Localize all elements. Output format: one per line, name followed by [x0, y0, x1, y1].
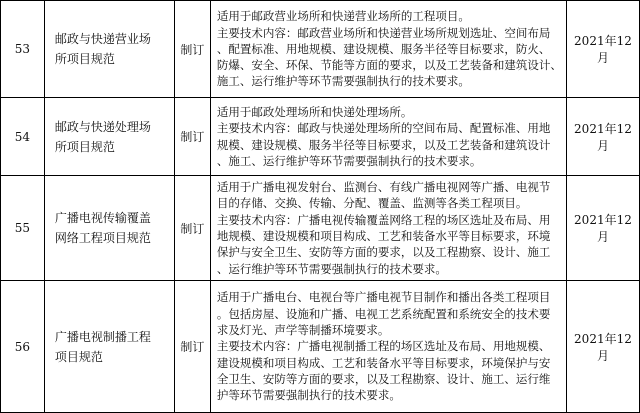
project-name-line: 邮政与快递处理场: [54, 119, 151, 134]
work-type: 制订: [174, 281, 210, 413]
table-row: [1, 281, 640, 413]
row-number: 53: [1, 1, 45, 98]
content-line: 建设规模和项目构成、工艺和装备水平等目标要求，环境保护与安: [216, 355, 551, 370]
content-line: 全卫生、安防等方面的要求，以及工程勘察、设计、施工、运行维: [216, 371, 551, 386]
project-name-line: 所项目规范: [54, 52, 115, 66]
row-number: 56: [1, 281, 45, 413]
table-row: [1, 98, 640, 176]
work-type: 制订: [174, 1, 210, 98]
table-row: [1, 1, 640, 98]
project-name-line: 邮政与快递营业场: [54, 32, 151, 46]
completion-date: 2021年12月: [566, 1, 639, 98]
content-description: [210, 1, 566, 98]
content-line: 适用于邮政处理场所和快递处理场所。: [216, 104, 413, 119]
work-type: 制订: [174, 176, 210, 281]
content-line: 适用于广播电视发射台、监测台、有线广播电视网等广播、电视节: [216, 180, 551, 195]
completion-date: 2021年12月: [566, 176, 639, 281]
project-name: [44, 176, 174, 281]
content-line: 保护与安全卫生、安防等方面的要求，以及工程勘察、设计、施工: [216, 245, 551, 260]
content-line: 规模、建设规模、服务半径等目标要求，以及工艺装备和建筑设计: [216, 137, 551, 152]
project-name-line: 所项目规范: [54, 139, 115, 154]
project-name: [44, 281, 174, 413]
content-line: 、运行维护等环节需要强制执行的技术要求。: [216, 261, 447, 276]
content-line: 地规模、建设规模和项目构成、工艺和装备水平等目标要求，环境: [216, 229, 551, 243]
content-line: 适用于广播电台、电视台等广播电视节目制作和播出各类工程项目: [216, 290, 551, 305]
project-name: [44, 1, 174, 98]
row-number: 54: [1, 98, 45, 176]
content-line: 主要技术内容：邮政营业场所和快递营业场所规划选址、空间布局: [216, 25, 551, 40]
project-name-line: 广播电视传输覆盖: [54, 211, 151, 225]
content-line: 主要技术内容：广播电视传输覆盖网络工程的场区选址及布局、用: [216, 212, 551, 227]
project-name-line: 项目规范: [54, 349, 103, 364]
work-type: 制订: [174, 98, 210, 176]
completion-date: 2021年12月: [566, 281, 639, 413]
content-line: 。包括房屋、设施和广播、电视工艺系统配置和系统安全的技术要: [216, 306, 551, 321]
content-line: 适用于邮政营业场所和快递营业场所的工程项目。: [216, 9, 470, 24]
content-description: [210, 281, 566, 413]
content-line: 、配置标准、用地规模、建设规模、服务半径等目标要求，防火、: [216, 41, 551, 56]
content-line: 目的存储、交换、传输、分配、覆盖、监测等各类工程项目。: [216, 196, 528, 211]
project-name-line: 网络工程项目规范: [54, 231, 151, 245]
content-description: [210, 98, 566, 176]
content-line: 施工、运行维护等环节需要强制执行的技术要求。: [216, 74, 470, 89]
content-line: 护等环节需要强制执行的技术要求。: [216, 388, 401, 403]
content-description: [210, 176, 566, 281]
completion-date: 2021年12月: [566, 98, 639, 176]
content-line: 求及灯光、声学等制播环境要求。: [216, 323, 390, 338]
content-line: 主要技术内容：广播电视制播工程的场区选址及布局、用地规模、: [216, 339, 551, 354]
content-line: 主要技术内容：邮政与快递处理场所的空间布局、配置标准、用地: [216, 121, 551, 136]
row-number: 55: [1, 176, 45, 281]
content-line: 、施工、运行维护等环节需要强制执行的技术要求。: [216, 153, 482, 168]
table-row: [1, 176, 640, 281]
content-line: 防爆、安全、环保、节能等方面的要求，以及工艺装备和建筑设计、: [216, 58, 562, 73]
project-name: [44, 98, 174, 176]
project-name-line: 广播电视制播工程: [54, 329, 151, 344]
